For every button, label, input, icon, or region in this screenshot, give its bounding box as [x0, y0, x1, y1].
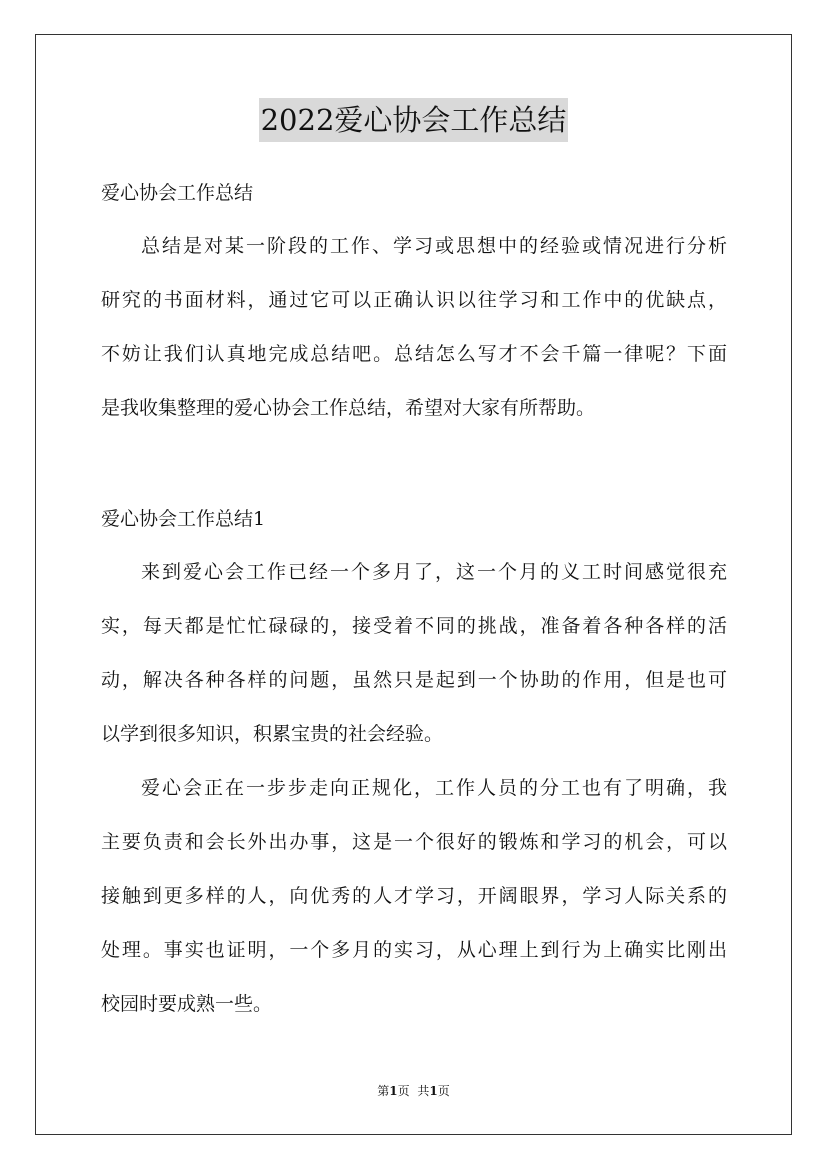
- intro-heading: 爱心协会工作总结: [101, 182, 254, 204]
- page-total: 1: [429, 1084, 438, 1098]
- document-title: 2022爱心协会工作总结: [259, 98, 569, 142]
- paragraph-line: 主要负责和会长外出办事，这是一个很好的锻炼和学习的机会，可以: [101, 831, 727, 853]
- section1-paragraph-2: [101, 761, 727, 1031]
- paragraph-line: 是我收集整理的爱心协会工作总结，希望对大家有所帮助。: [101, 397, 596, 419]
- page-prefix: 第: [377, 1084, 390, 1098]
- total-suffix: 页: [437, 1084, 450, 1098]
- intro-paragraph: [101, 219, 727, 435]
- paragraph-line: 来到爱心会工作已经一个多月了，这一个月的义工时间感觉很充: [141, 561, 727, 583]
- page-suffix: 页: [397, 1084, 410, 1098]
- paragraph-line: 校园时要成熟一些。: [101, 993, 273, 1015]
- paragraph-line: 接触到更多样的人，向优秀的人才学习，开阔眼界，学习人际关系的: [101, 885, 727, 907]
- paragraph-line: 研究的书面材料，通过它可以正确认识以往学习和工作中的优缺点，: [101, 289, 727, 311]
- title-container: [0, 98, 827, 142]
- paragraph-line: 处理。事实也证明，一个多月的实习，从心理上到行为上确实比刚出: [101, 939, 727, 961]
- section-heading: 爱心协会工作总结1: [101, 508, 266, 530]
- paragraph-line: 以学到很多知识，积累宝贵的社会经验。: [101, 723, 444, 745]
- section1-paragraph-1: [101, 545, 727, 761]
- paragraph-line: 不妨让我们认真地完成总结吧。总结怎么写才不会千篇一律呢？下面: [101, 343, 727, 365]
- page-current: 1: [389, 1084, 398, 1098]
- paragraph-line: 动，解决各种各样的问题，虽然只是起到一个协助的作用，但是也可: [101, 669, 727, 691]
- paragraph-line: 爱心会正在一步步走向正规化，工作人员的分工也有了明确，我: [141, 777, 727, 799]
- paragraph-line: 实，每天都是忙忙碌碌的，接受着不同的挑战，准备着各种各样的活: [101, 615, 727, 637]
- page-footer: [0, 1083, 827, 1099]
- total-prefix: 共: [417, 1084, 430, 1098]
- paragraph-line: 总结是对某一阶段的工作、学习或思想中的经验或情况进行分析: [141, 235, 727, 257]
